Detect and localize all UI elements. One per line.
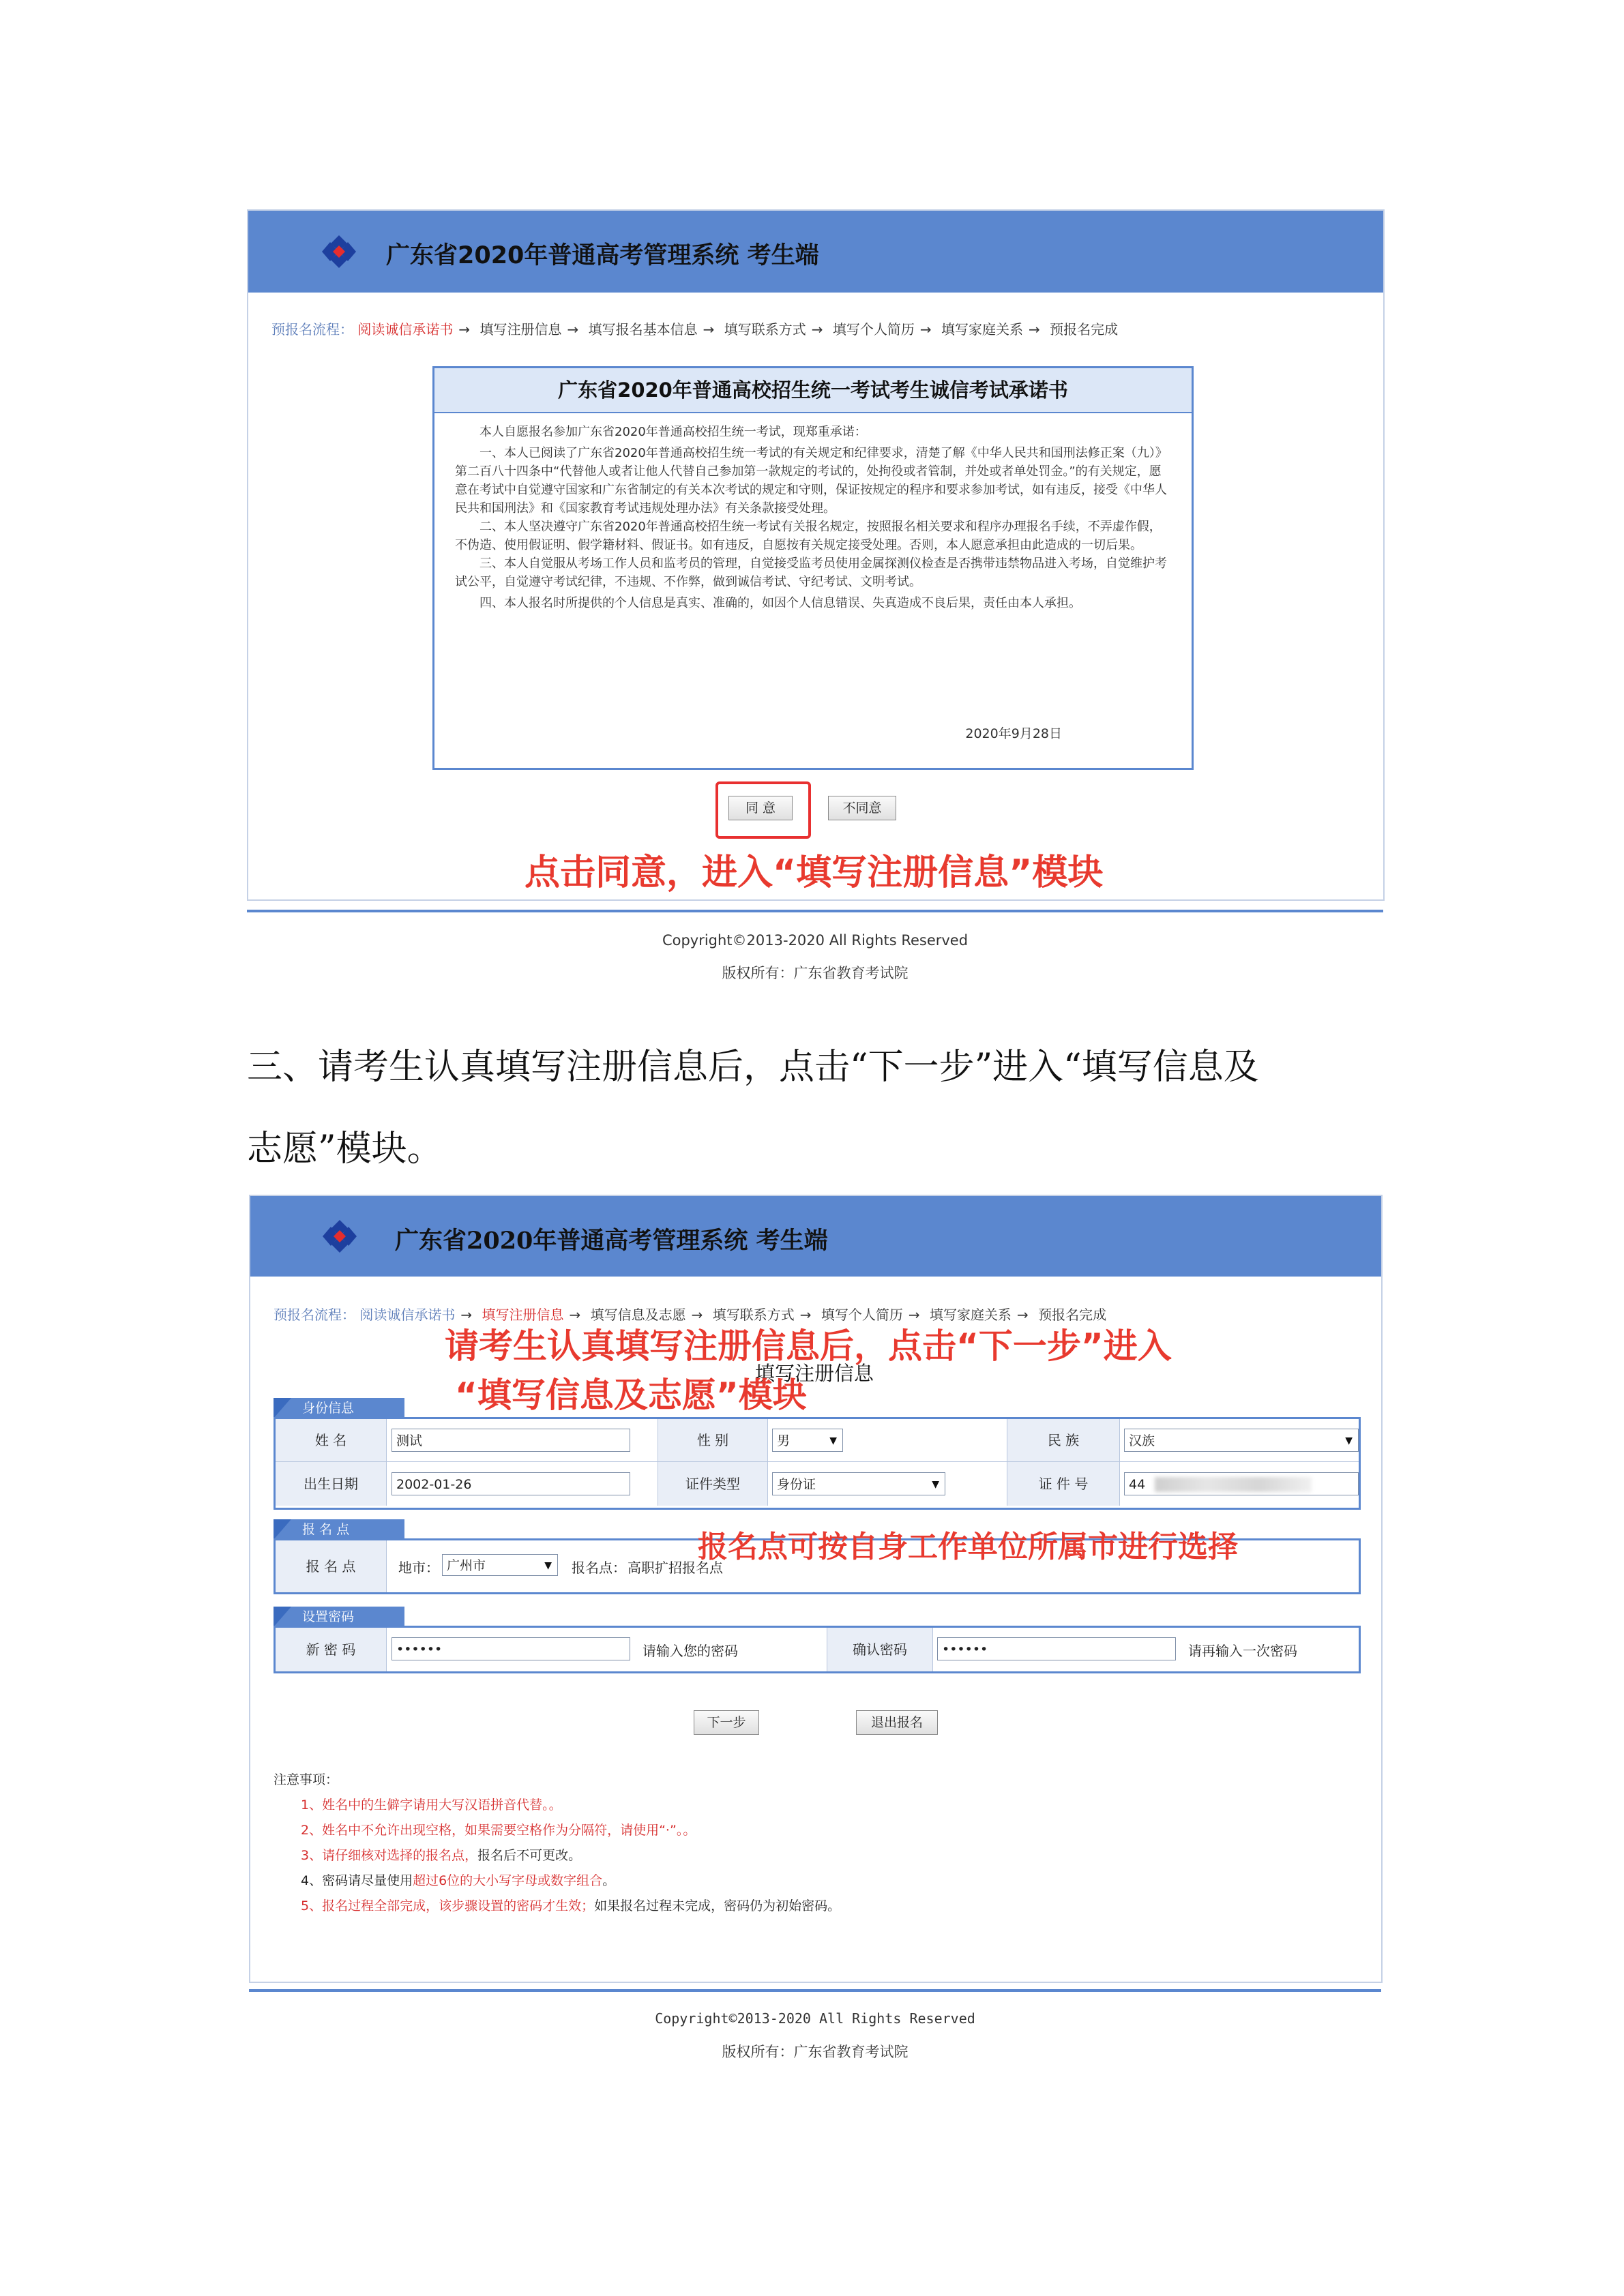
- note-2: 2、姓名中不允许出现空格，如果需要空格作为分隔符，请使用“·”。。: [301, 1823, 696, 1838]
- section-tab-password: 设置密码: [274, 1607, 404, 1627]
- note-3-red: 3、请仔细核对选择的报名点，: [301, 1848, 478, 1863]
- idno-blur: [1155, 1477, 1312, 1492]
- flow-step-4: 填写联系方式: [724, 321, 806, 338]
- pledge-body: [434, 413, 1192, 612]
- note-1: 1、姓名中的生僻字请用大写汉语拼音代替。。: [301, 1798, 562, 1813]
- pledge-panel: [432, 366, 1194, 770]
- identity-form: [274, 1417, 1361, 1510]
- arrow-right-icon: →: [691, 1307, 703, 1323]
- system-title: 广东省2020年普通高考管理系统 考生端: [386, 242, 819, 269]
- pledge-paragraph-3: 三、本人自觉服从考场工作人员和监考员的管理，自觉接受监考员使用金属探测仪检查是否携带违禁物品进入考场，自觉维护考试公平，自觉遵守考试纪律，不违规、不作弊，做到诚信考试、守纪考试、文明考试。: [455, 556, 1167, 589]
- flow-step-3: 填写信息及志愿: [590, 1307, 686, 1323]
- arrow-right-icon: →: [1028, 321, 1040, 338]
- idtype-label: 证件类型: [658, 1462, 768, 1506]
- notes-title: 注意事项：: [274, 1772, 339, 1787]
- idno-label: 证 件 号: [1007, 1462, 1120, 1506]
- flow-step-6: 填写家庭关系: [941, 321, 1023, 338]
- system-title: 广东省2020年普通高考管理系统 考生端: [395, 1227, 828, 1255]
- instruction-line-2: 志愿”模块。: [247, 1129, 443, 1169]
- arrow-right-icon: →: [458, 321, 471, 338]
- pledge-paragraph-4: 四、本人报名时所提供的个人信息是真实、准确的，如因个人信息错误、失真造成不良后果，责任由本人承担。: [479, 596, 1081, 610]
- ethnicity-value: 汉族: [1129, 1433, 1155, 1448]
- row-divider: [276, 1461, 1359, 1462]
- note-3-black: 报名后不可更改。: [477, 1848, 582, 1863]
- name-label: 姓 名: [276, 1419, 387, 1461]
- gender-value: 男: [777, 1433, 791, 1448]
- note-5: [301, 1894, 840, 1919]
- form-title: 填写注册信息: [755, 1362, 874, 1385]
- flow-breadcrumb: [271, 318, 1118, 338]
- arrow-right-icon: →: [799, 1307, 812, 1323]
- flow-step-1: 阅读诚信承诺书: [359, 1307, 456, 1323]
- idtype-value: 身份证: [777, 1477, 816, 1492]
- site-label: 报 名 点: [276, 1540, 387, 1592]
- idno-value: 44: [1129, 1477, 1146, 1492]
- ethnicity-select[interactable]: [1124, 1429, 1359, 1452]
- footer-owner: 版权所有：广东省教育考试院: [722, 2044, 909, 2060]
- note-4-end: 。: [602, 1873, 616, 1888]
- exit-button[interactable]: 退出报名: [856, 1710, 938, 1735]
- screenshot-registration-page: [249, 1195, 1383, 1983]
- arrow-right-icon: →: [460, 1307, 473, 1323]
- note-4-red: 超过6位的大小写字母或数字组合: [413, 1873, 603, 1888]
- birth-input[interactable]: 2002-01-26: [392, 1472, 630, 1495]
- flow-step-7: 预报名完成: [1038, 1307, 1107, 1323]
- next-annotation-line-2: “填写信息及志愿”模块: [455, 1375, 807, 1415]
- idno-input[interactable]: [1124, 1472, 1359, 1495]
- new-password-input[interactable]: ••••••: [392, 1637, 630, 1660]
- arrow-right-icon: →: [567, 321, 579, 338]
- confirm-password-label: 确认密码: [827, 1628, 933, 1671]
- password-form: [274, 1626, 1361, 1673]
- section-tab-site: 报 名 点: [274, 1519, 404, 1540]
- notes-list: [274, 1793, 840, 1919]
- arrow-right-icon: →: [908, 1307, 920, 1323]
- logo-diamonds-icon: [312, 1219, 368, 1254]
- notes: [274, 1768, 840, 1919]
- note-3: [301, 1843, 840, 1868]
- flow-step-3: 填写报名基本信息: [588, 321, 698, 338]
- city-select[interactable]: [442, 1554, 558, 1576]
- agree-button[interactable]: 同 意: [728, 796, 793, 820]
- flow-step-6: 填写家庭关系: [929, 1307, 1012, 1323]
- note-5-black: 如果报名过程未完成，密码仍为初始密码。: [594, 1898, 841, 1913]
- pledge-paragraph-2: 二、本人坚决遵守广东省2020年普通高校招生统一考试有关报名规定，按照报名相关要求和程序办理报名手续，不弄虚作假，不伪造、使用假证明、假学籍材料、假证书。如有违反，自愿按有关规定接受处理。否则，本人愿意承担由此造成的一切后果。: [455, 520, 1162, 552]
- flow-step-2: 填写注册信息: [482, 1307, 564, 1323]
- confirm-password-input[interactable]: ••••••: [937, 1637, 1176, 1660]
- flow-step-7: 预报名完成: [1050, 321, 1119, 338]
- flow-step-5: 填写个人简历: [821, 1307, 903, 1323]
- name-input[interactable]: 测试: [392, 1429, 630, 1452]
- header-banner: [250, 1196, 1381, 1277]
- pledge-paragraph-1: 一、本人已阅读了广东省2020年普通高校招生统一考试的有关规定和纪律要求，清楚了解《中华人民共和国刑法修正案（九）》第二百八十四条中“代替他人或者让他人代替自己参加第一款规定的考试的，处拘役或者管制，并处或者单处罚金。”的有关规定，愿意在考试中自觉遵守国家和广东省制定的有关本次考试的规定和守则，保证按规定的程序和要求参加考试，如有违反，接受《中华人民共和国刑法》和《国家教育考试违规处理办法》有关条款接受处理。: [455, 446, 1168, 516]
- flow-step-2: 填写注册信息: [479, 321, 562, 338]
- footer-divider: [249, 1989, 1381, 1992]
- footer-owner: 版权所有：广东省教育考试院: [722, 965, 909, 981]
- site-name-value: 高职扩招报名点: [628, 1560, 723, 1576]
- instruction-line-1: 三、请考生认真填写注册信息后，点击“下一步”进入“填写信息及: [247, 1047, 1259, 1088]
- header-banner: [248, 211, 1383, 293]
- next-annotation-line-1: 请考生认真填写注册信息后，点击“下一步”进入: [445, 1326, 1172, 1366]
- site-name-label: 报名点：: [572, 1560, 626, 1576]
- arrow-right-icon: →: [703, 321, 715, 338]
- new-password-hint: 请输入您的密码: [643, 1643, 738, 1659]
- section-tab-identity: 身份信息: [274, 1398, 404, 1418]
- note-4: [301, 1868, 840, 1894]
- flow-label: 预报名流程：: [271, 321, 353, 338]
- confirm-password-hint: 请再输入一次密码: [1188, 1643, 1297, 1659]
- arrow-right-icon: →: [569, 1307, 581, 1323]
- idtype-select[interactable]: [772, 1472, 945, 1495]
- arrow-right-icon: →: [919, 321, 932, 338]
- city-label: 地市：: [398, 1560, 439, 1576]
- next-button[interactable]: 下一步: [694, 1710, 759, 1735]
- site-annotation: 报名点可按自身工作单位所属市进行选择: [698, 1530, 1238, 1564]
- flow-step-5: 填写个人简历: [832, 321, 915, 338]
- city-value: 广州市: [447, 1558, 486, 1573]
- footer-divider: [247, 910, 1383, 912]
- footer-copyright: Copyright©2013-2020 All Rights Reserved: [655, 2010, 975, 2027]
- flow-label: 预报名流程：: [274, 1307, 355, 1323]
- ethnicity-label: 民 族: [1007, 1419, 1120, 1461]
- pledge-date: 2020年9月28日: [965, 726, 1062, 741]
- screenshot-pledge-page: [247, 209, 1385, 901]
- flow-step-1: 阅读诚信承诺书: [357, 321, 454, 338]
- logo-diamonds-icon: [311, 234, 367, 269]
- disagree-button[interactable]: 不同意: [828, 796, 896, 820]
- gender-select[interactable]: [772, 1429, 843, 1452]
- birth-label: 出生日期: [276, 1462, 387, 1506]
- arrow-right-icon: →: [1016, 1307, 1029, 1323]
- pledge-intro: 本人自愿报名参加广东省2020年普通高校招生统一考试，现郑重承诺：: [479, 425, 867, 439]
- flow-step-4: 填写联系方式: [712, 1307, 795, 1323]
- pledge-title: 广东省2020年普通高校招生统一考试考生诚信考试承诺书: [434, 368, 1192, 413]
- gender-label: 性 别: [658, 1419, 768, 1461]
- footer-copyright: Copyright©2013-2020 All Rights Reserved: [662, 932, 969, 949]
- agree-annotation: 点击同意，进入“填写注册信息”模块: [525, 852, 1104, 893]
- note-4-start: 4、密码请尽量使用: [301, 1873, 413, 1888]
- arrow-right-icon: →: [811, 321, 823, 338]
- note-5-red: 5、报名过程全部完成，该步骤设置的密码才生效；: [301, 1898, 595, 1913]
- new-password-label: 新 密 码: [276, 1628, 387, 1671]
